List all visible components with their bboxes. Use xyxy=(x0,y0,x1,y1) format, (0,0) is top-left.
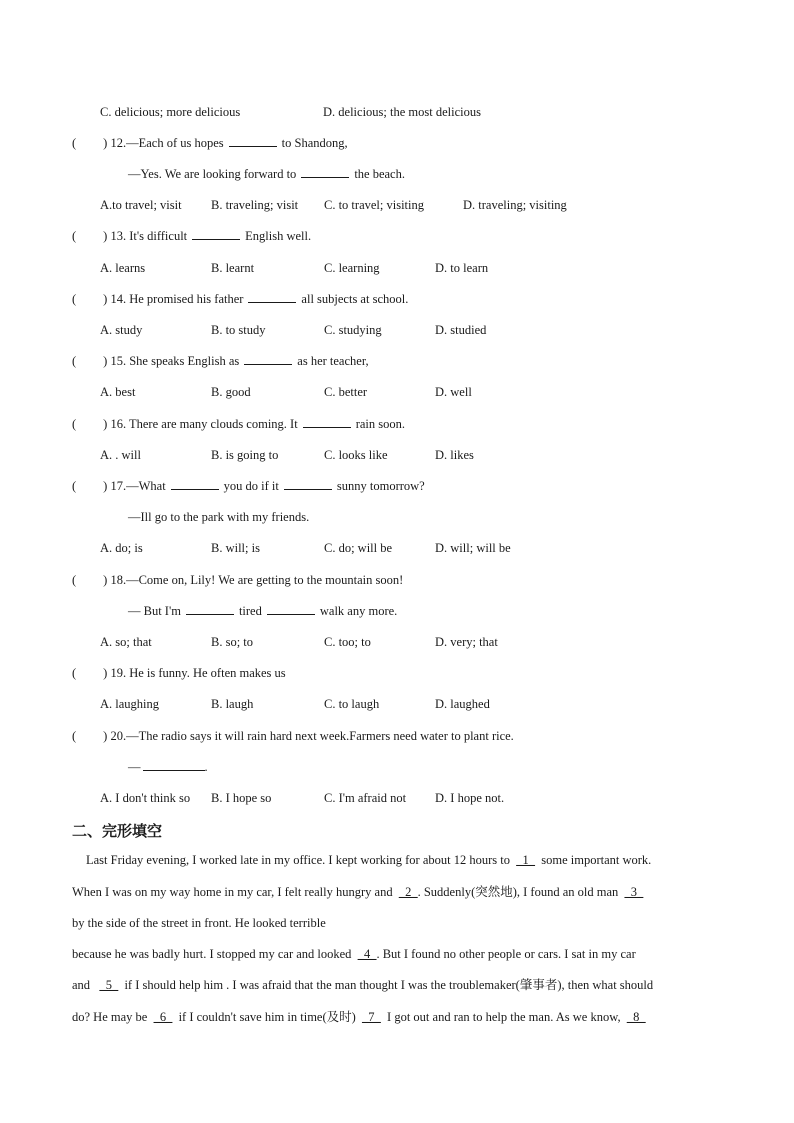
answer-blank[interactable] xyxy=(303,416,351,428)
option-c[interactable]: C. looks like xyxy=(324,448,388,462)
cloze-line-5: and _5_ if I should help him . I was afraid that the man thought I was the troublemaker(肇事者), then what should xyxy=(72,978,654,992)
question-18: ( ) 18.—Come on, Lily! We are getting to the mountain soon! xyxy=(72,573,404,587)
cloze-blank-4[interactable]: _4_ xyxy=(357,947,377,961)
answer-blank[interactable] xyxy=(244,353,292,365)
option-c[interactable]: C. I'm afraid not xyxy=(324,791,407,805)
question-13: ( ) 13. It's difficult English well. xyxy=(72,229,312,243)
option-c[interactable]: C. to laugh xyxy=(324,697,380,711)
option-d[interactable]: D. I hope not. xyxy=(435,791,505,805)
question-17-reply: —Ill go to the park with my friends. xyxy=(128,510,310,524)
cloze-line-2: When I was on my way home in my car, I felt really hungry and _2_. Suddenly(突然地), I found an old man _3_ xyxy=(72,885,644,899)
option-b[interactable]: B. laugh xyxy=(211,697,254,711)
option-c[interactable]: C. do; will be xyxy=(324,541,393,555)
option-d[interactable]: D. studied xyxy=(435,323,487,337)
option-b[interactable]: B. will; is xyxy=(211,541,260,555)
option-b[interactable]: B. so; to xyxy=(211,635,254,649)
cloze-blank-8[interactable]: _8_ xyxy=(626,1010,646,1024)
option-a[interactable]: A. best xyxy=(100,385,136,399)
cloze-line-6: do? He may be _6_ if I couldn't save him in time(及时) _7_ I got out and ran to help the man. As we know, _8_ xyxy=(72,1010,646,1024)
answer-blank[interactable] xyxy=(186,603,234,615)
answer-blank[interactable] xyxy=(248,291,296,303)
option-c[interactable]: C. better xyxy=(324,385,368,399)
option-b[interactable]: B. to study xyxy=(211,323,266,337)
option-a[interactable]: A. laughing xyxy=(100,697,160,711)
option-d[interactable]: D. likes xyxy=(435,448,474,462)
option-c[interactable]: C. learning xyxy=(324,261,380,275)
question-14: ( ) 14. He promised his father all subjects at school. xyxy=(72,292,409,306)
cloze-line-3: by the side of the street in front. He looked terrible xyxy=(72,916,326,930)
question-18-reply: — But I'm tired walk any more. xyxy=(128,604,398,618)
cloze-blank-7[interactable]: _7_ xyxy=(362,1010,381,1024)
option-b[interactable]: B. good xyxy=(211,385,251,399)
answer-blank[interactable] xyxy=(171,478,219,490)
option-a[interactable]: A. so; that xyxy=(100,635,152,649)
option-c-11: C. delicious; more delicious xyxy=(100,105,241,119)
option-d[interactable]: D. laughed xyxy=(435,697,490,711)
answer-blank[interactable] xyxy=(192,228,240,240)
option-b[interactable]: B. I hope so xyxy=(211,791,272,805)
question-16: ( ) 16. There are many clouds coming. It rain soon. xyxy=(72,417,406,431)
option-b[interactable]: B. is going to xyxy=(211,448,279,462)
option-b[interactable]: B. traveling; visit xyxy=(211,198,299,212)
option-a[interactable]: A. learns xyxy=(100,261,146,275)
section-heading: 二、完形填空 xyxy=(72,822,163,840)
answer-blank[interactable] xyxy=(143,759,205,771)
question-17: ( ) 17.—What you do if it sunny tomorrow? xyxy=(72,479,425,493)
question-12-reply: —Yes. We are looking forward to the beach. xyxy=(128,167,405,181)
option-c[interactable]: C. too; to xyxy=(324,635,371,649)
option-a[interactable]: A. study xyxy=(100,323,143,337)
option-d[interactable]: D. will; will be xyxy=(435,541,511,555)
question-15: ( ) 15. She speaks English as as her teacher, xyxy=(72,354,369,368)
answer-blank[interactable] xyxy=(284,478,332,490)
option-a[interactable]: A. do; is xyxy=(100,541,143,555)
cloze-blank-1[interactable]: _1_ xyxy=(516,853,535,867)
option-d-11: D. delicious; the most delicious xyxy=(323,105,481,119)
question-20-reply: — . xyxy=(128,760,208,774)
answer-blank[interactable] xyxy=(301,166,349,178)
option-a[interactable]: A. I don't think so xyxy=(100,791,191,805)
option-a[interactable]: A. . will xyxy=(100,448,141,462)
cloze-blank-5[interactable]: _5_ xyxy=(99,978,119,992)
cloze-line-1: Last Friday evening, I worked late in my office. I kept working for about 12 hours to _1_ some important work. xyxy=(86,853,652,867)
option-d[interactable]: D. to learn xyxy=(435,261,489,275)
answer-blank[interactable] xyxy=(229,135,277,147)
cloze-blank-2[interactable]: _2_ xyxy=(398,885,418,899)
option-d[interactable]: D. well xyxy=(435,385,472,399)
option-b[interactable]: B. learnt xyxy=(211,261,255,275)
option-d[interactable]: D. very; that xyxy=(435,635,498,649)
option-c[interactable]: C. studying xyxy=(324,323,382,337)
question-12: ( ) 12.—Each of us hopes to Shandong, xyxy=(72,136,348,150)
question-19: ( ) 19. He is funny. He often makes us xyxy=(72,666,286,680)
option-c[interactable]: C. to travel; visiting xyxy=(324,198,424,212)
cloze-blank-6[interactable]: _6_ xyxy=(153,1010,173,1024)
option-a[interactable]: A.to travel; visit xyxy=(100,198,182,212)
question-20: ( ) 20.—The radio says it will rain hard next week.Farmers need water to plant rice. xyxy=(72,729,514,743)
option-d[interactable]: D. traveling; visiting xyxy=(463,198,567,212)
cloze-blank-3[interactable]: _3_ xyxy=(624,885,644,899)
cloze-line-4: because he was badly hurt. I stopped my car and looked _4_. But I found no other people or cars. I sat in my car xyxy=(72,947,636,961)
answer-blank[interactable] xyxy=(267,603,315,615)
